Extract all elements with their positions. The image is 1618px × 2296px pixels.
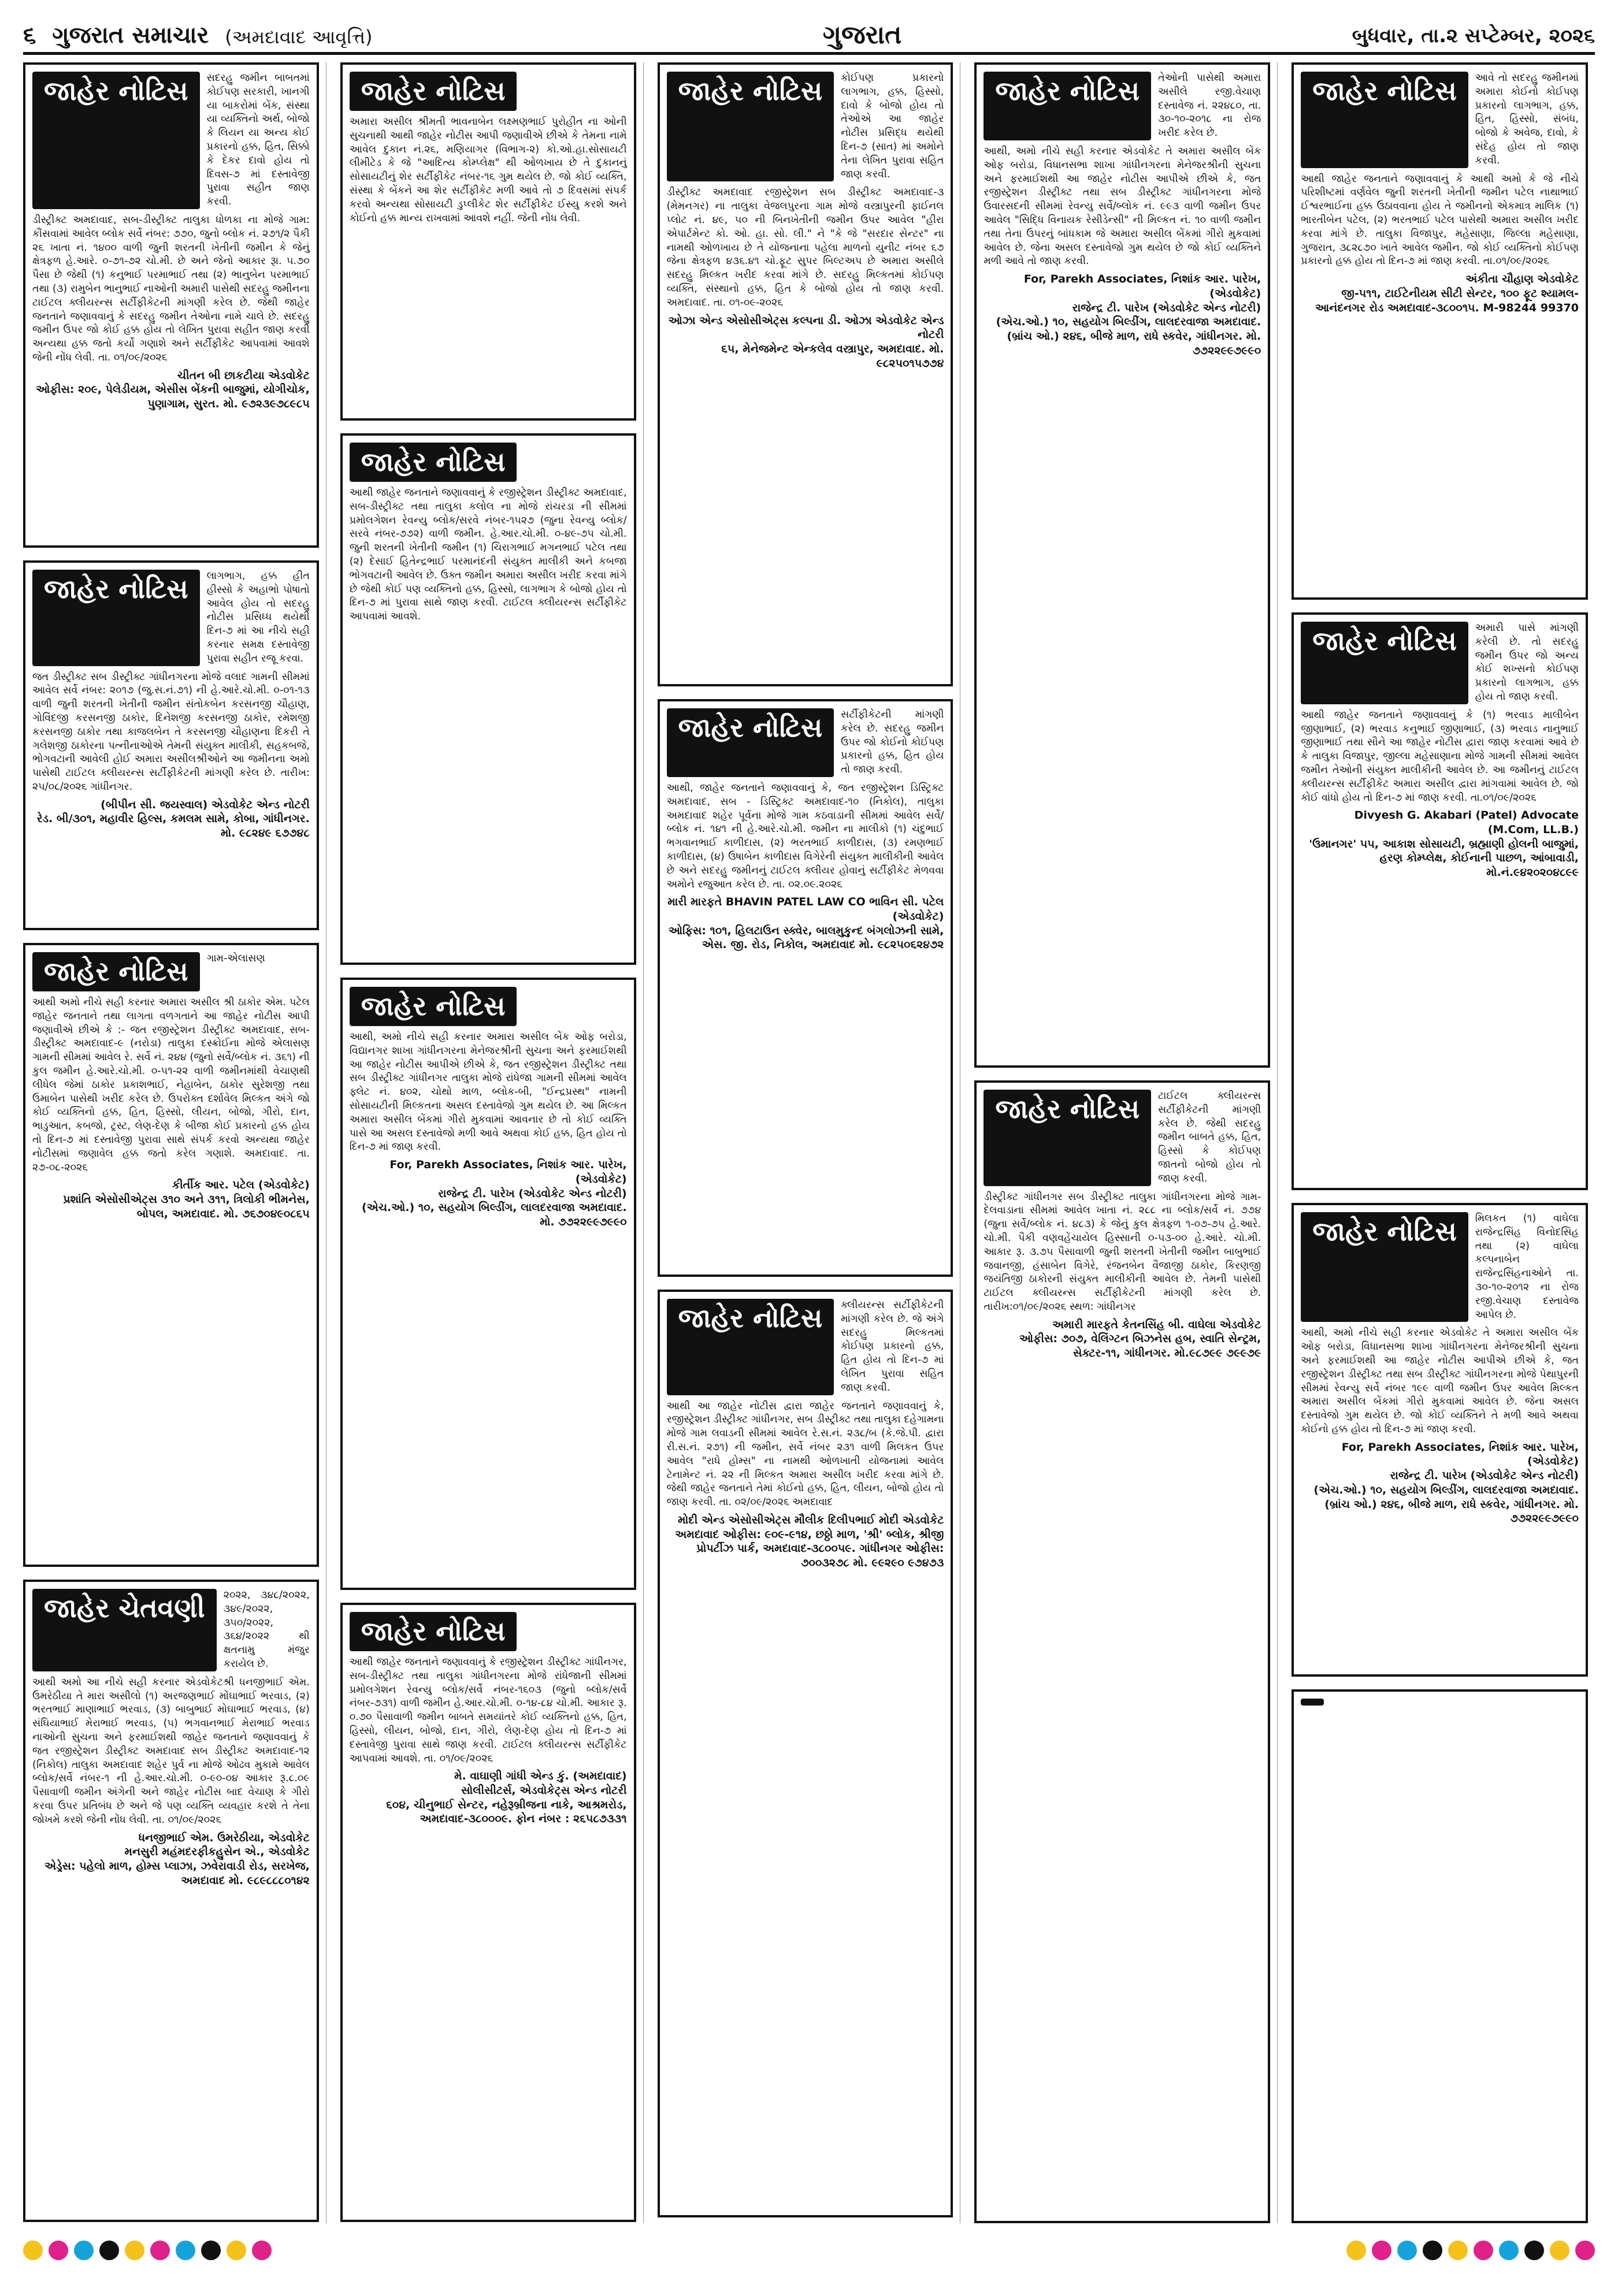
- notice-body: અમારા અસીલ શ્રીમતી ભાવનાબેન લક્ષ્મણભાઈ પુરોહીત ના ઓની સુચનાથી આથી જાહેર નોટીસ આપી જણાવીએ છીએ કે તેમના નામે આવેલ દુકાન નં.૨૬, મણિયાગર (વિભાગ-૨) કો.ઓ.હા.સોસાયટી લીમીટેડ કે જે "આદિત્ય કોમ્પ્લેક્ષ" થી ઓળખાય છે તે દુકાનનું સોસાયટીનું શેર સર્ટીફીકેટ નંબર-૧૬ ગુમ થયેલ છે. જો કોઈ વ્યક્તિ, સંસ્થા કે બેંકને આ શેર સર્ટીફીકેટ મળી આવે તો ૭ દિવસમાં સંપર્ક કરવો અન્યથા સોસાયટી ડુપ્લીકેટ શેર સર્ટીફીકેટ ઈસ્યુ કરશે અને કોઈનો હક્ક માન્ય રાખવામાં આવશે નહીં. જેની નોંધ લેવી.: [349, 116, 627, 224]
- notice-body-inline: કોઈપણ પ્રકારનો લાગભાગ, હક્ક, હિસ્સો, દાવો કે બોજો હોય તો તેઓએ આ જાહેર નોટીસ પ્રસિદ્ધ થયેથી દિન-૭ (સાત) માં અમોને તેના લેખિત પુરાવા સહિત જાણ કરવી.: [841, 72, 944, 180]
- notice-box: [1292, 62, 1588, 600]
- notice-body-inline: ૨૦૨૨, ૩૪૮/૨૦૨૨, ૩૪૯/૨૦૨૨, ૩૫૦/૨૦૨૨, ૩૬૪/૨૦૨૨ થી ક્ષતનામુ મંજુર કરાયેલ છે.: [223, 1589, 310, 1670]
- notice-signature: અંકીતા ચૌહાણ એડવોકેટ જી-૫૧૧, ટાઈટેનીયમ સીટી સેન્ટર, ૧૦૦ ફૂટ શ્યામલ-આનંદનગર રોડ અમદાવાદ-૩૮૦૦૧૫. M-98244 99370: [1315, 273, 1579, 314]
- notice-body: આથી જાહેર જનતાને જણાવવાનું કે (૧) ભરવાડ માલીબેન જીણાભાઈ, (૨) ભરવાડ કનુભાઈ જીણાભાઈ, (૩) ભરવાડ નાનુભાઈ જીણાભાઈ તથા સૌને આ જાહેર નોટીસ દ્વારા જાણ કરવામાં આવે છે કે તાલુકા વિજાપુર, જીલ્લા મહેસાણાના મોજે ગામની સીમમાં આવેલ જમીન તેઓની સંયુક્ત માલીકીની આવેલ છે. આ જમીનનું ટાઈટલ ક્લીયરન્સ સર્ટીફીકેટ અમારા અસીલ દ્વારા માંગવામાં આવેલ છે. જો કોઈ વાંધો હોય તો દિન-૭ માં જાણ કરવી. તા.૦૧/૦૯/૨૦૨૬: [1301, 709, 1579, 804]
- notice-body: ડીસ્ટ્રીક્ટ અમદાવાદ, સબ-ડીસ્ટ્રીક્ટ તાલુકા ધોળકા ના મોજે ગામ: કૌંસવામાં આવેલ બ્લોક સર્વે નંબર: ૭૭૦, જુનો બ્લોક નં. ૨૭૧/૨ પૈકી ૨૬ ખાતા નં. ૧૪૦૦ વાળી જુની શરતની ખેતીની જમીન કે જેનું ક્ષેત્રફળ હે.આરે. ૦-૭૧-૭૨ ચો.મી. છે અને જેનો આકાર રૂા. ૫.૭૦ પૈસા છે જેથી (૧) કનુભાઈ પરમાભાઈ તથા (૨) ભાનુબેન પરમાભાઈ તથા (૩) રામુબેન ભાનુભાઈ નાઓની અમારી પાસેથી સદરહુ જમીનના ટાઈટલ ક્લીયરન્સ સર્ટીફીકેટની માંગણી કરેલ છે. જેથી જાહેર જનતાને જણાવવાનું કે સદરહુ જમીન તેઓના નામે ચાલે છે. સદરહુ જમીન ઉપર જો કોઈ હક્ક હોય તો લેખિત પુરાવા સહીત જાણ કરવી અન્યથા હક્ક જતો કર્યો ગણાશે અને સર્ટીફીકેટ આપવામાં આવશે જેની નોંધ લેવી. તા. ૦૧/૦૯/૨૦૨૬: [32, 214, 310, 363]
- notice-box: [1292, 1203, 1588, 1677]
- notice-box: [658, 1290, 953, 2217]
- registration-dot: [201, 2241, 221, 2260]
- notice-box: [340, 62, 636, 421]
- notice-body: ડીસ્ટ્રીક્ટ અમદાવાદ રજીસ્ટ્રેશન સબ ડીસ્ટ્રીક્ટ અમદાવાદ-૩ (મેમનગર) ના તાલુકા વેજલપુરના ગામ મોજે વસ્ત્રાપુરની ફાઈનલ પ્લોટ નં. ૪૯, ૫૦ ની બિનખેતીની જમીન ઉપર આવેલ "હીરા એપાર્ટમેન્ટ કો. ઓ. હા. સો. લી." ને "કે જે "સરદાર સેન્ટર" ના નામથી ઓળખાય છે તે યોજનાના પહેલા માળનો યુનીટ નંબર ૬૭ જેના ક્ષેત્રફળ ૪૩૬.૪૧ ચો.ફૂટ સુપર બિલ્ટઅપ છે અમારા અસીલે સદરહુ મિલ્કત ખરીદ કરવા માંગે છે. સદરહુ મિલ્કતમાં કોઈપણ વ્યક્તિ, સંસ્થાનો હક્ક, હિત કે બોજો હોય તો જાણ કરવી. અમદાવાદ. તા. ૦૧-૦૯-૨૦૨૬: [666, 187, 944, 309]
- registration-dot: [1499, 2241, 1519, 2260]
- notice-heading: જાહેર નોટિસ: [667, 72, 834, 181]
- issue-date: બુધવાર, તા.૨ સપ્ટેમ્બર, ૨૦૨૬: [1352, 24, 1595, 47]
- notice-box: [23, 943, 319, 1567]
- notice-box: [23, 560, 319, 930]
- notice-body: આથી જાહેર જનતાને જણાવવાનું કે આથી અમો કે જે નીચે પરિશીષ્ટમાં વર્ણવેલ જુની શરતની ખેતીની જમીન પટેલ નાથાભાઈ ઈશ્વરભાઈના હક્ક ઉઠાવવાના હોય તે જમીનનો એકમાત્ર માલિક (૧) ભારતીબેન પટેલ, (૨) ભરતભાઈ પટેલ પાસેથી અમારા અસીલ ખરીદ કરવા માંગે છે. તાલુકા વિજાપુર, મહેસાણા, જિલ્લા મહેસાણા, ગુજરાત, ૩૮૨૮૭૦ ખાતે આવેલ જમીન. જો કોઈ વ્યક્તિનો કોઈપણ પ્રકારનો હક્ક હોય તો દિન-૭ માં જાણ કરવી. તા.૦૧/૦૯/૨૦૨૬: [1301, 173, 1579, 268]
- notice-box: [974, 1080, 1270, 2223]
- registration-dot: [49, 2241, 68, 2260]
- notice-heading: જાહેર નોટિસ: [984, 72, 1151, 140]
- notice-body-inline: અમારી પાસે માંગણી કરેલી છે. તો સદરહુ જમીન ઉપર જો અન્ય કોઈ શખ્સનો કોઈપણ પ્રકારનો લાગભાગ, હક્ક હોય તો જાણ કરવી.: [1475, 622, 1579, 703]
- notice-heading: જાહેર નોટિસ: [350, 443, 517, 482]
- notice-signature: For, Parekh Associates, નિશાંક આર. પારેખ, (એડવોકેટ) રાજેન્દ્ર ટી. પારેખ (એડવોકેટ એન્ડ નોટરી) (એચ.ઓ.) ૧૦, સહયોગ બિલ્ડીંગ, લાલદરવાજા અમદાવાદ. (બ્રાંચ ઓ.) ૨૪૬, બીજે માળ, રાધે સ્કવેર, ગાંધીનગર. મો. ૭૭૨૨૯૯૭૯૯૦: [996, 273, 1261, 357]
- registration-dot: [1524, 2241, 1544, 2260]
- print-registration-footer: [23, 2236, 1595, 2265]
- notice-body: આથી જાહેર જનતાને જણાવવાનું કે રજીસ્ટ્રેશન ડીસ્ટ્રીક્ટ ગાંધીનગર, સબ-ડીસ્ટ્રીક્ટ તથા તાલુકા ગાંધીનગરના મોજે રાંધેજાની સીમમાં પ્રમોલગેશન રેવન્યુ બ્લોક/સર્વે નંબર-૧૬૦૩ (જુનો બ્લોક/સર્વે નંબર-૭૩૧) વાળી જમીન હે.આર.ચો.મી. ૦-૧૪-૮૪ ચો.મી. આકાર રૂ. ૦.૭૦ પૈસાવાળી જમીન બાબતે સમયાંતરે કોઈ વ્યક્તિનો હક્ક, હિત, હિસ્સો, લીયન, બોજો, દાન, ગીરો, લેણ-દેણ હોય તો દિન-૭ માં દસ્તાવેજી પુરાવા સાથે જાણ કરવી. ટાઈટલ ક્લીયરન્સ સર્ટીફીકેટ આપવામાં આવશે. તા. ૦૧/૦૯/૨૦૨૬: [349, 1656, 627, 1764]
- notice-box: [23, 1580, 319, 2222]
- notice-body: જત ડીસ્ટ્રીક્ટ સબ ડીસ્ટ્રીક્ટ ગાંધીનગરના મોજે વલાદ ગામની સીમમાં આવેલ સર્વે નંબર: ૨૦૧૭ (જુ.સ.નં.૭૧) ની હે.આરે.ચો.મી. ૦-૦૧-૧૩ વાળી જુની શરતની ખેતીની જમીન સંતોકબેન કરસનજી ચૌહાણ, ગોવિંદજી કરસનજી ઠાકોર, દિનેશજી કરસનજી ઠાકોર, રમેશજી કરસનજી ઠાકોર તથા કાજલબેન તે કરસનજી ચૌહાણના દિકરી તે ગલેશજી ઠાકોરના પત્નીનાઓએ તેમની સંયુક્ત માલીકી, સહકબજે, ભોગવટાની આવેલી હોઈ અમારા અસીલશ્રીઓને આ જમીનના અમો પાસેથી ટાઈટલ ક્લીયરન્સ સર્ટીફીકેટની માંગણી કરેલ છે. તારીખ: ૨૫/૦૮/૨૦૨૬ ગાંધીનગર.: [32, 671, 310, 793]
- registration-dot: [1397, 2241, 1417, 2260]
- notice-body: આથી આ જાહેર નોટીસ દ્વારા જાહેર જનતાને જણાવવાનું કે, રજીસ્ટ્રેશન ડીસ્ટ્રીક્ટ ગાંધીનગર, સબ ડીસ્ટ્રીક્ટ તથા તાલુકા દહેગામના મોજે ગામ લવાડની સીમમાં આવેલ રે.સ.નં. ૨૩૮/બ (કે.જે.પી. દ્વારા રી.સ.નં. ૨૭૧) ની જમીન, સર્વે નંબર ૨૩૧ વાળી મિલકત ઉપર આવેલ "રાધે હોમ્સ" ના નામથી ઓળખાતી યોજનામાં આવેલ ટેનામેન્ટ નં. ૨૨ ની મિલ્કત અમારા અસીલ ખરીદ કરવા માંગે છે. જેથી જાહેર જનતાને તેમાં કોઈનો હક્ક, હિત, લીયન, બોજો હોય તો જાણ કરવી. તા. ૦૨/૦૯/૨૦૨૬ અમદાવાદ: [666, 1400, 944, 1509]
- notice-heading: જાહેર નોટિસ: [667, 1299, 834, 1395]
- notice-body-inline: [524, 72, 626, 111]
- notice-body-inline: [524, 443, 626, 482]
- registration-dot: [74, 2241, 94, 2260]
- notice-box: [1292, 612, 1588, 1190]
- registration-dot: [99, 2241, 119, 2260]
- notice-body-inline: ક્લીયરન્સ સર્ટીફીકેટની માંગણી કરેલ છે. જે અંગે સદરહુ મિલ્કતમાં કોઈપણ પ્રકારનો હક્ક, હિત હોય તો દિન-૭ માં લેખિત પુરાવા સહિત જાણ કરવી.: [841, 1299, 944, 1394]
- notice-body: આથી, જાહેર જનતાને જણાવવાનું કે, જત રજીસ્ટ્રેશન ડિસ્ટ્રિક્ટ અમદાવાદ, સબ - ડિસ્ટ્રિક્ટ અમદાવાદ-૧૦ (નિકોલ), તાલુકા અમદાવાદ શહેર પૂર્વના મોજે ગામ કઠવાડાની સીમમાં આવેલ સર્વે/બ્લોક નં. ૧૪૧ ની હે.આરે.ચો.મી. જમીન ના માલીકો (૧) ચંદુભાઈ ભગવાનભાઈ કાળીદાસ, (૨) ભરતભાઈ કાળીદાસ, (૩) રમણભાઈ કાળીદાસ, (૪) ઉષાબેન કાળીદાસ વિગેરેની સંયુક્ત માલીકીની આવેલ છે અને સદરહુ જમીનનું ટાઈટલ ક્લીયર હોવાનું સર્ટીફીકેટ મેળવવા અમોને રજુઆત કરેલ છે. તા. ૦૨.૦૯.૨૦૨૬: [666, 782, 944, 890]
- notice-body-inline: [524, 987, 626, 1026]
- registration-dot: [227, 2241, 246, 2260]
- column-1: [23, 62, 326, 2223]
- notice-box: [658, 699, 953, 1277]
- notice-heading: જાહેર નોટિસ: [1301, 622, 1468, 704]
- registration-dot: [1448, 2241, 1468, 2260]
- notice-heading: જાહેર નોટિસ: [1301, 1212, 1468, 1322]
- notice-body-inline: [524, 1612, 626, 1651]
- notice-box: [340, 433, 636, 965]
- notice-body: આથી જાહેર જનતાને જણાવવાનું કે રજીસ્ટ્રેશન ડીસ્ટ્રીક્ટ અમદાવાદ, સબ-ડીસ્ટ્રીક્ટ તથા તાલુકા કલોલ ના મોજે રાંચરડા ની સીમમાં પ્રમોલગેશન રેવન્યુ બ્લોક/સરવે નંબર-૧૫૨૭ (જુના રેવન્યુ બ્લોક/સરવે નંબર-૭૭૨) વાળી જમીન. હે.આર.ચો.મી. ૦-૪૯-૭૫ ચો.મી. જુની શરતની ખેતીની જમીન (૧) ચિરાગભાઈ મગનભાઈ પટેલ તથા (૨) દેસાઈ હિતેન્દ્રભાઈ પરમાનંદની સંયુક્ત માલીકી અને કબજા ભોગવટાની આવેલ છે. ઉક્ત જમીન અમારા અસીલ ખરીદ કરવા માંગે છે જેથી કોઈ પણ વ્યક્તિનો હક્ક, હિસ્સો, લાગભાગ કે બોજો હોય તો દિન-૭ માં પુરાવા સાથે જાણ કરવી. ટાઈટલ ક્લીયરન્સ સર્ટીફીકેટ આપવામાં આવશે.: [349, 487, 627, 623]
- notice-body: આથી અમો આ નીચે સહી કરનાર એડવોકેટશ્રી ધનજીભાઈ એમ. ઉમરેઠીયા તે મારા અસીલો (૧) અરજણભાઈ મોંઘાભાઈ ભરવાડ, (૨) ભરતભાઈ માણાભાઈ ભરવાડ, (૩) બાબુભાઈ મોઘાભાઈ ભરવાડ, (૪) સંઘિયાભાઈ મેરાભાઈ ભરવાડ, (૫) ભગવાનભાઈ મેરાભાઈ ભરવાડ નાઓની સુચના અને ફરમાઈશથી જાહેર જનતાને જણાવવાનું કે જત રજીસ્ટ્રેશન ડીસ્ટ્રીક્ટ અમદાવાદ સબ ડીસ્ટ્રીક્ટ અમદાવાદ-૧૨ (નિકોલ) તાલુકા અમદાવાદ શહેર પુર્વ ના મોજે ઓઢવ મુકામે આવેલ બ્લોક/સર્વે નંબર-૧ ની હે.આર.ચો.મી. ૦-૯૦-૦૪ આકાર રૂ.૮.૦૯ પૈસાવાળી જમીન અંગેની અને જાહેર નોટીસ બાદ વેચાણ કે ગીરો કરવા ઉપર પ્રતિબંધ છે અને જે પણ વ્યક્તિ વ્યવહાર કરશે તે તેના જોખમે કરશે જેની નોંધ લેવી. તા. ૦૧/૦૯/૨૦૨૬: [32, 1676, 310, 1826]
- registration-dot: [1575, 2241, 1595, 2260]
- registration-dot: [125, 2241, 144, 2260]
- notice-body-inline: તેઓની પાસેથી અમારા અસીલે રજી.વેચાણ દસ્તાવેજ નં. ૨૨૪૮૦, તા. ૩૦-૧૦-૨૦૧૮ ના રોજ ખરીદ કરેલ છે.: [1157, 72, 1261, 139]
- notice-body-inline: ગામ-એલાસણ: [206, 953, 265, 964]
- notice-signature: મે. વાઘાણી ગાંધી એન્ડ કું. (અમદાવાદ) સોલીસીટર્સ, એડવોકેટ્સ એન્ડ નોટરી ૬૦૪, ચીનુભાઈ સેન્ટર, નહેરૂબ્રીજના નાકે, આશ્રમરોડ, અમદાવાદ-૩૮૦૦૦૯. ફોન નંબર : ૨૬૫૮૭૩૩૧: [386, 1770, 627, 1826]
- registration-dot: [1423, 2241, 1442, 2260]
- masthead-left: [23, 22, 373, 52]
- notice-body: આથી, અમો નીચે સહી કરનાર એડવોકેટ તે અમારા અસીલ બેંક ઓફ બરોડા, વિધાનસભા શાખા ગાંધીનગરના મેનેજરશ્રીની સુચના અને ફરમાઈશથી આ જાહેર નોટીસ આપીએ છીએ કે, જત રજીસ્ટ્રેશન ડીસ્ટ્રીક્ટ તથા સબ ડીસ્ટ્રીક્ટ ગાંધીનગરના મોજે પેથાપુરની સીમમાં રેવન્યુ સર્વે નંબર ૧૯૯ વાળી જમીન ઉપર આવેલ મિલ્કત અમારા અસીલ બેંકમાં ગીરો મુકવામાં આવેલ છે. જેના અસલ દસ્તાવેજો ગુમ થયેલ છે. જો કોઈ વ્યક્તિને તે મળી આવે અથવા કોઈનો હક્ક હોય તો દિન-૭ માં જાણ કરવી.: [1301, 1327, 1579, 1435]
- registration-dot: [1550, 2241, 1569, 2260]
- notice-heading: જાહેર નોટિસ: [32, 952, 200, 991]
- column-5: [1292, 62, 1595, 2223]
- notice-body-inline: ટાઈટલ ક્લીયરન્સ સર્ટીફીકેટની માંગણી કરેલ છે. જેથી સદરહુ જમીન બાબતે હક્ક, હિત, હિસ્સો કે કોઈપણ જાતનો બોજો હોય તો જાણ કરવી.: [1157, 1090, 1261, 1184]
- notice-heading: જાહેર નોટિસ: [350, 1612, 517, 1651]
- notice-signature: મોદી એન્ડ એસોસીએટ્સ મૌલીક દિલીપભાઈ મોદી એડવોકેટ અમદાવાદ ઓફીસ: ૯૦૯-૯૧૪, છઠ્ઠો માળ, 'શ્રી' બ્લોક, શ્રીજી પ્રોપર્ટીઝ પાર્ક, અમદાવાદ-૩૮૦૦૫૯. ગાંધીનગર ઓફીસ: ૭૦૦૩૨૭૮ મો. ૯૯૨૯૦ ૯૭૪૭૩: [675, 1513, 944, 1570]
- page-number: ૬: [23, 22, 36, 49]
- paper-name: ગુજરાત સમાચાર: [52, 22, 209, 49]
- notice-signature: (બીપીન સી. જયસ્વાલ) એડવોકેટ એન્ડ નોટરી રેડ. બી/૩૦૧, મહાવીર હિલ્સ, કમલમ સામે, કોબા, ગાંધીનગર. મો. ૯૮૨૪૯ ૬૭૭૪૮: [36, 798, 310, 840]
- notice-box: [340, 1603, 636, 2222]
- notice-box: [23, 62, 319, 548]
- registration-dots-right: [1346, 2241, 1595, 2260]
- registration-dot: [176, 2241, 195, 2260]
- notice-body: આથી અમો નીચે સહી કરનાર અમારા અસીલ શ્રી ઠાકોર એમ. પટેલ જાહેર જનતાને તથા લાગતા વળગતાને આ જાહેર નોટીસ આપી જણાવીએ છીએ કે :- જત રજીસ્ટ્રેશન ડીસ્ટ્રીક્ટ અમદાવાદ, સબ-ડીસ્ટ્રીક્ટ અમદાવાદ-૯ (નરોડા) તાલુકા દસ્ક્રોઈના મોજે એલાસણ ગામની સીમમાં આવેલ રે. સર્વે નં. ૨૪૪ (જુનો સર્વે/બ્લોક નં. ૩૬૧) ની કુલ જમીન હે.આરે.ચો.મી. ૦-૫૧-૨૨ વાળી જમીનમાંથી વેચાણથી લીધેલ જેમાં ઠાકોર પ્રકાશભાઈ, નેહાબેન, ઠાકોર સુરેશજી તથા ઉમાબેન પાસેથી ખરીદ કરેલ છે. ઉપરોક્ત દર્શાવેલ મિલ્કત અંગે જો કોઈ વ્યક્તિનો હક્ક, હિત, હિસ્સો, લીયન, બોજો, ગીરો, દાન, ભાડુઆત, કબજો, ટ્રસ્ટ, લેણ-દેણ કે બીજા કોઈ પ્રકારનો હક્ક હોય તો દિન-૭ માં દસ્તાવેજી પુરાવા સાથે સંપર્ક કરવો અન્યથા જાહેર નોટીસમાં જણાવેલ હક્ક જતો કરેલ ગણાશે. અમદાવાદ. તા. ૨૭-૦૮-૨૦૨૬: [32, 997, 310, 1173]
- notice-heading: જાહેર ચેતવણી: [32, 1589, 217, 1671]
- column-2: [340, 62, 644, 2223]
- notice-signature: મારી મારફતે BHAVIN PATEL LAW CO ભાવિન સી. પટેલ (એડવોકેટ) ઓફિસ: ૧૦૧, હિલટાઉન સ્ક્વેર, બાલમુકુન્દ બંગલોઝની સામે, એસ. જી. રોડ, નિકોલ, અમદાવાદ મો. ૯૮૨૫૦૬૨૪૭૨: [667, 896, 944, 952]
- column-4: [974, 62, 1278, 2223]
- notice-heading: જાહેર નોટિસ: [667, 708, 834, 777]
- registration-dots-left: [23, 2241, 272, 2260]
- registration-dot: [1474, 2241, 1493, 2260]
- notice-signature: For, Parekh Associates, નિશાંક આર. પારેખ, (એડવોકેટ) રાજેન્દ્ર ટી. પારેખ (એડવોકેટ એન્ડ નોટરી) (એચ.ઓ.) ૧૦, સહયોગ બિલ્ડીંગ, લાલદરવાજા અમદાવાદ. (બ્રાંચ ઓ.) ૨૪૬, બીજે માળ, રાધે સ્કવેર, ગાંધીનગર. મો. ૭૭૨૨૯૯૭૯૯૦: [1313, 1440, 1579, 1525]
- notice-signature: ઓઝા એન્ડ એસોસીએટ્સ કલ્પના ડી. ઓઝા એડવોકેટ એન્ડ નોટરી ૬૫, મેનેજમેન્ટ એન્કલેવ વસ્ત્રાપુર, અમદાવાદ. મો. ૯૮૨૫૦૧૫૭૭૪: [668, 314, 944, 370]
- notice-columns: [23, 62, 1595, 2223]
- notice-heading: જાહેર નોટિસ: [1301, 72, 1468, 168]
- registration-dot: [1346, 2241, 1366, 2260]
- notice-signature: ધનજીભાઈ એમ. ઉમરેઠીયા, એડવોકેટ મનસુરી મહંમદરફીકહુસેન એ., એડવોકેટ એડ્રેસ: પહેલો માળ, હોમ્સ પ્લાઝા, ઝવેરાવાડી રોડ, સરખેજ, અમદાવાદ મો. ૯૮૯૮૮૮૦૧૪૨: [44, 1831, 310, 1887]
- notice-signature: કીર્તીક આર. પટેલ (એડવોકેટ) પ્રશાંતિ એસોસીએટ્સ ૩૧૦ અને ૩૧૧, ત્રિલોકી ભીમનેસ, બોપલ, અમદાવાદ. મો. ૭૬૭૦૪૯૦૮૬૫: [63, 1179, 310, 1220]
- notice-heading: [1301, 1699, 1324, 1706]
- notice-box: [340, 978, 636, 1590]
- notice-body: ડીસ્ટ્રીક્ટ ગાંધીનગર સબ ડીસ્ટ્રીક્ટ તાલુકા ગાંધીનગરના મોજે ગામ-દેલવાડાના સીમમાં આવેલ ખાતા નં. ૨૮૮ ના બ્લોક/સર્વે નં. ૭૭૪ (જુના સર્વે/બ્લોક નં. ૪૮૩) કે જેનું કુલ ક્ષેત્રફળ ૧-૦૭-૭૫ હે.આરે. ચો.મી. પૈકી વણવહેંચાયેલ હિસ્સાની ૦-૫૩-૦૦ હે.આરે. ચો.મી. આકાર રૂ. ૩.૭૫ પૈસાવાળી જુની શરતની ખેતીની જમીન બાબુભાઈ જવાનજી, હંસાબેન વિગેરે, રંજનબેન વૈજાજી ઠાકોર, કિરણજી જયંતિજી ઠાકોરની સંયુક્ત માલીકીની આવેલ છે. તેમની પાસેથી ટાઈટલ ક્લીયરન્સ સર્ટીફીકેટની માંગણી કરેલ છે. તારીખ:૦૧/૦૯/૨૦૨૬ સ્થળ: ગાંધીનગર: [984, 1191, 1261, 1313]
- notice-body-inline: મિલકત (૧) વાઘેલા રાજેન્દ્રસિંહ વિનોદસિંહ તથા (૨) વાઘેલા કલ્પનાબેન રાજેન્દ્રસિંહનાઓને તા. ૩૦-૧૦-૨૦૧૨ ના રોજ રજી.વેચાણ દસ્તાવેજ આપેલ છે.: [1475, 1213, 1579, 1321]
- registration-dot: [150, 2241, 170, 2260]
- notice-body-inline: સદરહુ જમીન બાબતમાં કોઈપણ સરકારી, ખાનગી યા બાકરોમાં બેંક, સંસ્થા યા વ્યક્તિનો અર્થ, બોજો કે લિયન યા અન્ય કોઈ પ્રકારનો હક્ક, હિત, સિક્કો કે દેકર દાવો હોય તો દિવસ-૭ માં દસ્તાવેજી પુરાવા સહીત જાણ કરવી.: [206, 72, 310, 208]
- notice-heading: જાહેર નોટિસ: [32, 72, 200, 209]
- notice-heading: જાહેર નોટિસ: [984, 1090, 1151, 1186]
- column-3: [658, 62, 961, 2223]
- registration-dot: [1372, 2241, 1391, 2260]
- registration-dot: [23, 2241, 43, 2260]
- notice-signature: For, Parekh Associates, નિશાંક આર. પારેખ, (એડવોકેટ) રાજેન્દ્ર ટી. પારેખ (એડવોકેટ એન્ડ નોટરી) (એચ.ઓ.) ૧૦, સહયોગ બિલ્ડીંગ, લાલદરવાજા અમદાવાદ. મો. ૭૭૨૨૯૯૭૯૯૦: [362, 1158, 627, 1228]
- notice-body: આથી, અમો નીચે સહી કરનાર એડવોકેટ તે અમારા અસીલ બેંક ઓફ બરોડા, વિધાનસભા શાખા ગાંધીનગરના મેનેજરશ્રીની સુચના અને ફરમાઈશથી આ જાહેર નોટીસ આપીએ છીએ કે, જત રજીસ્ટ્રેશન ડીસ્ટ્રીક્ટ તથા સબ ડીસ્ટ્રીક્ટ ગાંધીનગરના મોજે ઉવારસદની સીમમાં રેવન્યુ સર્વે/બ્લોક નં. ૯૯૩ વાળી જમીન ઉપર આવેલ "સિદ્ધિ વિનાયક રેસીડેન્સી" ની મિલ્કત નં. ૧૦ વાળી જમીન તથા તેના ઉપરનું બાંધકામ જે અમારા અસીલ બેંકમાં ગીરો મુકવામાં આવેલ છે. જેના અસલ દસ્તાવેજો ગુમ થયેલ છે જો કોઈ વ્યક્તિને મળી આવે તો જાણ કરવી.: [984, 145, 1261, 268]
- notice-box: [974, 62, 1270, 1068]
- edition-label: (અમદાવાદ આવૃત્તિ): [225, 26, 373, 48]
- notice-heading: જાહેર નોટિસ: [350, 72, 517, 111]
- masthead: [23, 16, 1595, 55]
- notice-signature: ચીતન બી છાકટીયા એડવોકેટ ઓફીસ: ૨૦૯, પેલેડીયમ, એસીસ બેંકની બાજુમાં, યોગીચોક, પુણાગામ, સુરત. મો. ૯૭૨૩૯૭૮૯૮૫: [36, 369, 310, 411]
- notice-box: [658, 62, 953, 686]
- section-title: ગુજરાત: [822, 20, 902, 50]
- notice-box: [1292, 1689, 1588, 2223]
- registration-dot: [252, 2241, 272, 2260]
- notice-body-inline: [1331, 1699, 1579, 1706]
- notice-body-inline: આવે તો સદરહુ જમીનમાં અમારા કોઈનો કોઈપણ પ્રકારનો લાગભાગ, હક્ક, હિત, હિસ્સો, સંબંધ, બોજો કે અવેજ, દાવો, કે સંદેહ હોય તો જાણ કરવી.: [1475, 72, 1579, 166]
- notice-body-inline: સર્ટીફીકેટની માંગણી કરેલ છે. સદરહુ જમીન ઉપર જો કોઈનો કોઈપણ પ્રકારનો હક્ક, હિત હોય તો જાણ કરવી.: [841, 709, 944, 776]
- notice-heading: જાહેર નોટિસ: [350, 987, 517, 1026]
- notice-signature: Divyesh G. Akabari (Patel) Advocate (M.Com, LL.B.) 'ઉમાનગર' ૫૫, આકાશ સોસાયટી, બ્રહ્માણી હોલની બાજુમાં, હરણ કોમ્પ્લેક્ષ, કોઈનાની પાછળ, આંબાવાડી, મો.નં.૯૪૨૦૨૦૪૮૯૯: [1309, 809, 1579, 879]
- notice-signature: અમારી મારફતે કેતનસિંહ બી. વાઘેલા એડવોકેટ ઓફીસ: ૭૦૭, વેલિંગ્ટન બિઝનેસ હબ, સ્વાતિ સેન્ટ્રમ, સેક્ટર-૧૧, ગાંધીનગર. મો.૯૮૭૯૯ ૭૯૯૭૯: [1019, 1318, 1261, 1360]
- notice-heading: જાહેર નોટિસ: [32, 570, 200, 666]
- notice-body-inline: લાગભાગ, હક્ક હીત હીસ્સો કે અહાભો પોષાતો આવેલ હોય તો સદરહુ નોટીસ પ્રસિધ્ધ થયેથી દિન-૭ માં આ નીચે સહી કરનાર સમક્ષ દસ્તાવેજી પુરાવા સહીત રજૂ કરવા.: [206, 570, 310, 664]
- notice-body: આથી, અમો નીચે સહી કરનાર અમારા અસીલ બેંક ઓફ બરોડા, વિદ્યાનગર શાખા ગાંધીનગરના મેનેજરશ્રીની સુચના અને ફરમાઈશથી આ જાહેર નોટીસ આપીએ છીએ કે, જત રજીસ્ટ્રેશન ડીસ્ટ્રીક્ટ તથા સબ ડીસ્ટ્રીક્ટ ગાંધીનગર તાલુકા મોજે રાંધેજા ગામની સીમમાં આવેલ ફ્લેટ નં. ૪૦૨, ચોથો માળ, બ્લોક-બી, "ઈન્દ્રપ્રસ્થ" નામની સોસાયટીની મિલ્કતના અસલ દસ્તાવેજો ગુમ થયેલ છે. આ મિલ્કત અમારા અસીલ બેંકમાં ગીરો મુકવામાં આવનાર છે તો કોઈ વ્યક્તિ પાસે આ અસલ દસ્તાવેજો મળી આવે અથવા કોઈ હક્ક, હિત હોય તો દિન-૭ માં જાણ કરવી.: [349, 1031, 627, 1153]
